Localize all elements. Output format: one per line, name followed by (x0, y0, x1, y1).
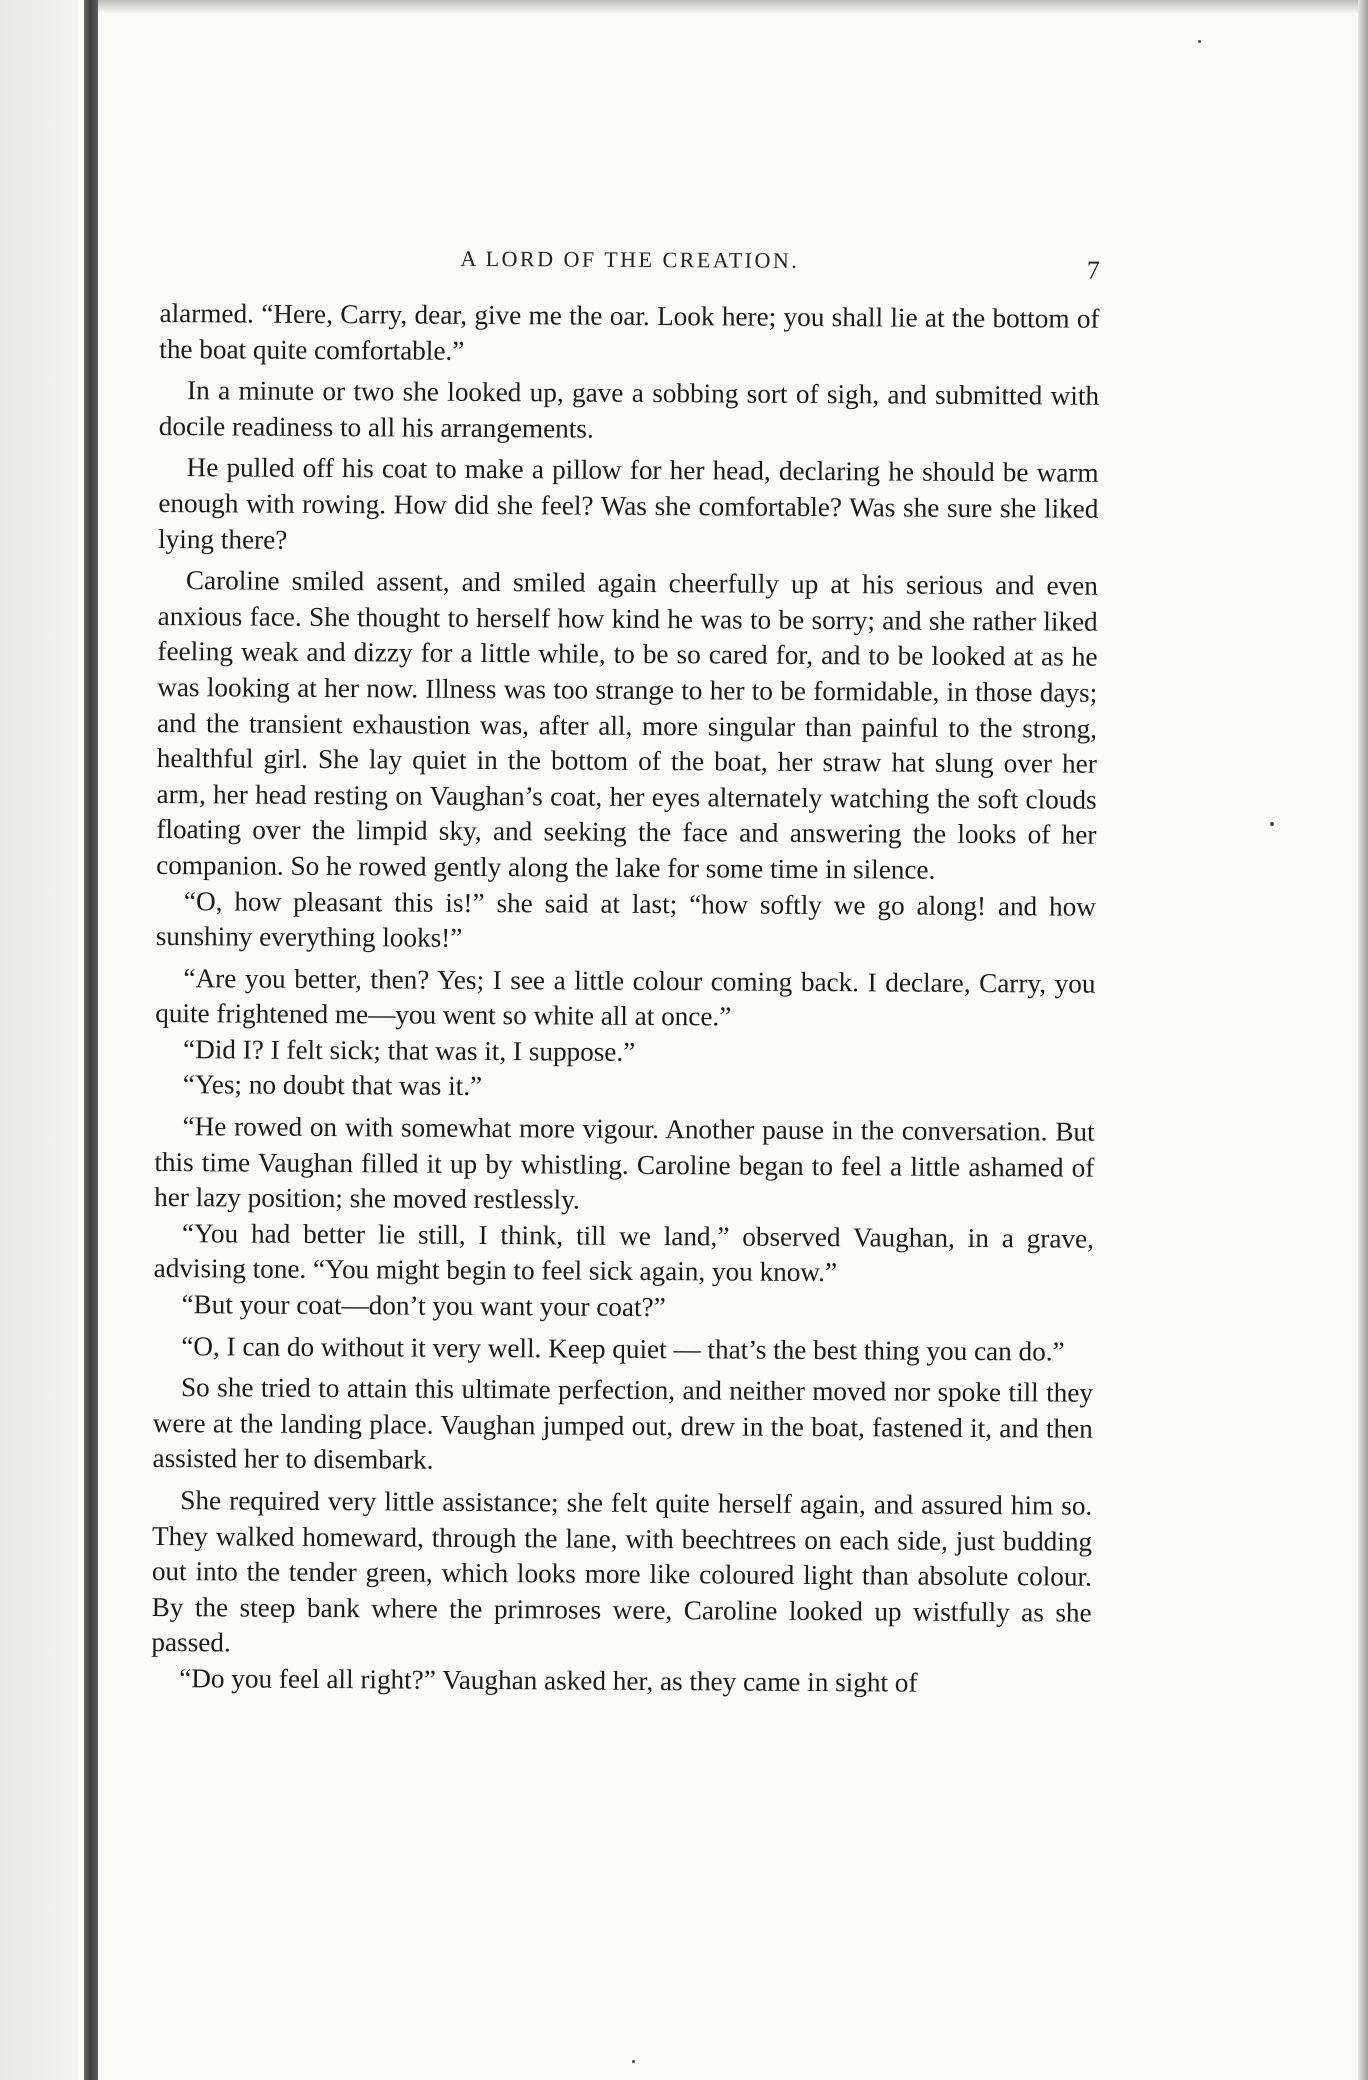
book-page (150, 240, 1100, 1886)
paragraph: So she tried to attain this ultimate perfection, and neither moved nor spoke till they were at the landing place. Vaughan jumped out, drew in the boat, fastened it, and then assisted her to disembark. (152, 1372, 1094, 1476)
paragraph: She required very little assistance; she felt quite herself again, and assured him so. They walked homeward, through the lane, with beechtrees on each side, just budding out into the tender green, which looks more like coloured light than absolute colour. By the steep bank where the primroses were, Caroline looked up wistfully as she passed. (151, 1485, 1093, 1658)
paragraph: Caroline smiled assent, and smiled again cheerfully up at his serious and even anxious face. She thought to herself how kind he was to be sorry; and she rather liked feeling weak and dizzy for a little while, to be so cared for, and to be looked at as he was looking at her now. Illness was too strange to her to be formidable, in those days; and the transient exhaustion was, after all, more singular than painful to the strong, healthful girl. She lay quiet in the bottom of the boat, her straw hat slung over her arm, her head resting on Vaughan’s coat, her eyes alternately watching the soft clouds floating over the limpid sky, and seeking the face and answering the looks of her companion. So he rowed gently along the lake for some time in silence. (156, 565, 1098, 885)
paragraph: “He rowed on with somewhat more vigour. Another pause in the conversation. But this time Vaughan filled it up by whistling. Caroline began to feel a little ashamed of her lazy position; she moved restlessly. (154, 1111, 1095, 1215)
paragraph: “O, how pleasant this is!” she said at last; “how softly we go along! and how sunshiny everything looks!” (155, 885, 1097, 953)
binding-margin (0, 0, 78, 2080)
paragraph: In a minute or two she looked up, gave a sobbing sort of sigh, and submitted with docile readiness to all his arrangements. (158, 375, 1100, 444)
binding-shadow (84, 0, 98, 2080)
paragraph: “You had better lie still, I think, till we land,” observed Vaughan, in a grave, advising tone. “You might begin to feel sick again, you know.” (153, 1217, 1095, 1288)
page-number: 7 (1086, 255, 1100, 285)
scan-speck (1270, 822, 1274, 826)
running-title: A LORD OF THE CREATION. (460, 245, 800, 273)
paragraph: alarmed. “Here, Carry, dear, give me the oar. Look here; you shall lie at the bottom of the boat quite comfortable.” (159, 297, 1100, 366)
scan-speck (632, 2060, 635, 2063)
running-head (160, 240, 1100, 296)
scan-speck (1198, 40, 1201, 43)
body-text (151, 296, 1100, 1702)
paragraph: “O, I can do without it very well. Keep quiet — that’s the best thing you can do.” (181, 1330, 1065, 1367)
paragraph: He pulled off his coat to make a pillow for her head, declaring he should be warm enough with rowing. How did she feel? Was she comfortable? Was she sure she liked lying there? (158, 452, 1099, 555)
page-right-edge (1358, 0, 1368, 2080)
paragraph: “Yes; no doubt that was it.” (182, 1069, 483, 1102)
paragraph: “Are you better, then? Yes; I see a little colour coming back. I declare, Carry, you quite frightened me—you went so white all at once.” (155, 962, 1096, 1032)
paragraph: “Did I? I felt sick; that was it, I suppose.” (182, 1034, 636, 1067)
paragraph: “Do you feel all right?” Vaughan asked her, as they came in sight of (179, 1663, 918, 1698)
top-edge-shadow (98, 0, 1358, 14)
paragraph: “But your coat—don’t you want your coat?” (181, 1289, 666, 1323)
